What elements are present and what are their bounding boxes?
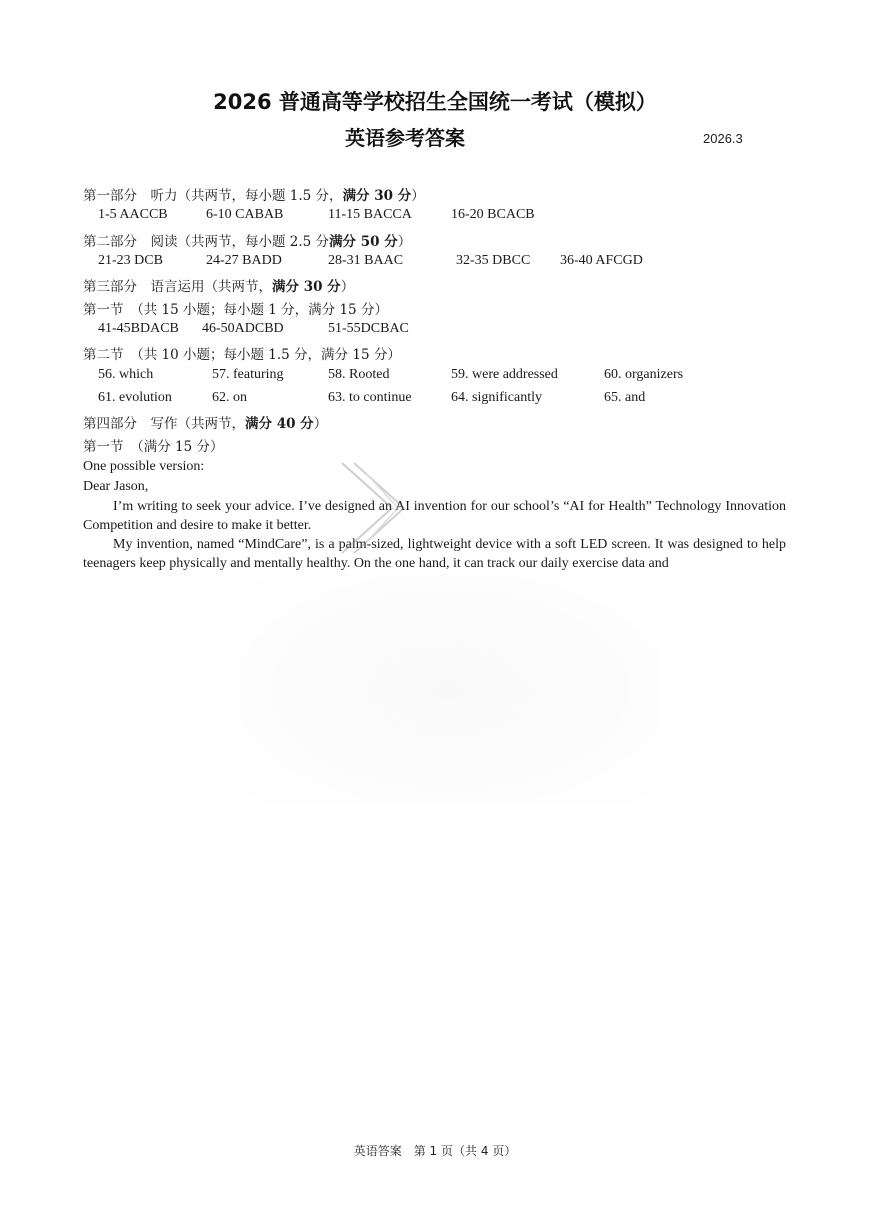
watermark-chevron-icon (332, 458, 412, 558)
part2-answer: 24-27 BADD (206, 253, 282, 268)
part3-heading (83, 275, 354, 295)
part3-section1-answer: 51-55DCBAC (328, 321, 409, 336)
part4-section1-heading: 第一节 （满分 15 分） (83, 439, 224, 455)
answer-key-subtitle: 英语参考答案 (345, 126, 465, 150)
part1-heading (83, 184, 425, 204)
part4-heading-prefix: 第四部分 写作（共两节， (83, 416, 245, 432)
part4-heading (83, 412, 327, 432)
exam-title: 2026 普通高等学校招生全国统一考试（模拟） (213, 90, 657, 114)
part1-heading-suffix: ） (411, 188, 425, 204)
part3-heading-suffix: ） (340, 279, 355, 295)
part2-answer: 32-35 DBCC (456, 253, 531, 268)
part3-section2-answer: 59. were addressed (451, 367, 558, 382)
part3-section2-answer: 60. organizers (604, 367, 684, 382)
part3-heading-score: 满分 30 分 (272, 279, 341, 295)
part1-heading-prefix: 第一部分 听力（共两节，每小题 1.5 分， (83, 188, 343, 204)
exam-date: 2026.3 (703, 131, 743, 146)
part3-section2-heading: 第二节 （共 10 小题；每小题 1.5 分，满分 15 分） (83, 347, 401, 363)
part2-heading (83, 230, 411, 250)
part1-answer: 16-20 BCACB (451, 207, 535, 222)
part1-answer: 11-15 BACCA (328, 207, 412, 222)
page-footer: 英语答案 第 1 页（共 4 页） (353, 1144, 517, 1158)
part3-section2-answer: 57. featuring (212, 367, 284, 382)
part2-heading-prefix: 第二部分 阅读（共两节，每小题 2.5 分 (83, 234, 330, 250)
essay-salutation: Dear Jason, (83, 479, 149, 494)
part3-section1-answer: 46-50ADCBD (202, 321, 284, 336)
part1-answer: 1-5 AACCB (98, 207, 168, 222)
part4-heading-score: 满分 40 分 (245, 416, 314, 432)
part2-answer: 36-40 AFCGD (560, 253, 643, 268)
part2-heading-score: 满分 50 分 (329, 234, 398, 250)
part1-answer: 6-10 CABAB (206, 207, 284, 222)
part2-heading-suffix: ） (397, 234, 412, 250)
part3-section2-answer: 62. on (212, 390, 247, 405)
essay-intro: One possible version: (83, 459, 205, 474)
part4-heading-suffix: ） (313, 416, 328, 432)
scan-smudge (240, 575, 660, 805)
part3-section2-answer: 65. and (604, 390, 646, 405)
part2-answer: 28-31 BAAC (328, 253, 404, 268)
part3-heading-prefix: 第三部分 语言运用（共两节， (83, 279, 272, 295)
part2-answer: 21-23 DCB (98, 253, 163, 268)
part3-section2-answer: 63. to continue (328, 390, 412, 405)
essay-paragraph-1: I’m writing to seek your advice. I’ve designed an AI invention for our school’s “AI for Health” Technology Innovation Competition and desire to make it better. (83, 499, 786, 533)
essay-paragraph-2: My invention, named “MindCare”, is a palm-sized, lightweight device with a soft LED screen. It was designed to help teenagers keep physically and mentally healthy. On the one hand, it can track our daily exercise data and (83, 537, 786, 571)
part3-section2-answer: 58. Rooted (328, 367, 390, 382)
part1-heading-score: 满分 30 分 (342, 188, 412, 204)
part3-section2-answer: 61. evolution (98, 390, 172, 405)
part3-section1-heading: 第一节 （共 15 小题；每小题 1 分，满分 15 分） (83, 302, 388, 318)
part3-section2-answer: 64. significantly (451, 390, 542, 405)
part3-section1-answer: 41-45BDACB (98, 321, 179, 336)
part3-section2-answer: 56. which (98, 367, 154, 382)
